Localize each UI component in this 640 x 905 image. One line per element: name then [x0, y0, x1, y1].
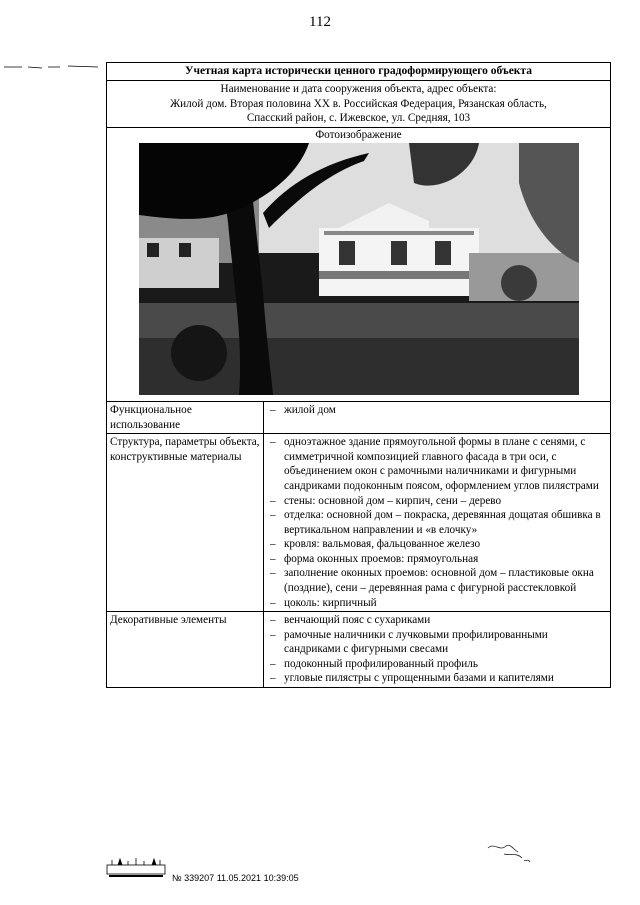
list-item: – заполнение оконных проемов: основной дом – пластиковые окна (поздние), сени – деревянная рама с фигурной расстекловкой: [267, 566, 607, 595]
object-name-line-2: Спасский район, с. Ижевское, ул. Средняя, 103: [246, 112, 471, 125]
row-decorative-elements: [107, 612, 611, 688]
list-item: – кровля: вальмовая, фальцованное железо: [267, 537, 607, 552]
row-structure: [107, 434, 611, 612]
list-item: – форма оконных проемов: прямоугольная: [267, 552, 607, 567]
list-item: – жилой дом: [267, 403, 607, 418]
page-number: 112: [309, 14, 331, 30]
list-item: – одноэтажное здание прямоугольной формы в плане с сенями, с симметричной композицией главного фасада в три оси, с объединением окон с рамочными наличниками и фигурными сандриками подоконным поясом, оформлением углов пилястрами: [267, 435, 607, 493]
office-stamp-logo: [106, 857, 166, 879]
photo-label: Фотоизображение: [315, 128, 402, 141]
photo-section: [107, 127, 611, 402]
building-photo: [139, 143, 579, 395]
row-label: Функциональное использование: [107, 402, 264, 434]
object-name-heading: Наименование и дата сооружения объекта, адрес объекта:: [220, 82, 497, 95]
registration-card: [106, 62, 611, 688]
object-name-line-1: Жилой дом. Вторая половина XX в. Российская Федерация, Рязанская область,: [170, 97, 547, 110]
list-item: – отделка: основной дом – покраска, деревянная дощатая обшивка в вертикальном направлении и «в елочку»: [267, 508, 607, 537]
list-item: – цоколь: кирпичный: [267, 596, 607, 611]
row-label: Декоративные элементы: [107, 612, 264, 688]
row-functional-use: [107, 402, 611, 434]
margin-mark: [2, 64, 102, 70]
list-item: – подоконный профилированный профиль: [267, 657, 607, 672]
row-label: Структура, параметры объекта, конструктивные материалы: [107, 434, 264, 612]
object-name-block: [107, 80, 611, 127]
list-item: – стены: основной дом – кирпич, сени – дерево: [267, 494, 607, 509]
signature-mark: [484, 838, 534, 866]
card-title: Учетная карта исторически ценного градоформирующего объекта: [107, 63, 611, 81]
list-item: – угловые пилястры с упрощенными базами и капителями: [267, 671, 607, 686]
document-stamp: № 339207 11.05.2021 10:39:05: [172, 873, 299, 883]
list-item: – рамочные наличники с лучковыми профилированными сандриками с фигурными свесами: [267, 628, 607, 657]
list-item: – венчающий пояс с сухариками: [267, 613, 607, 628]
